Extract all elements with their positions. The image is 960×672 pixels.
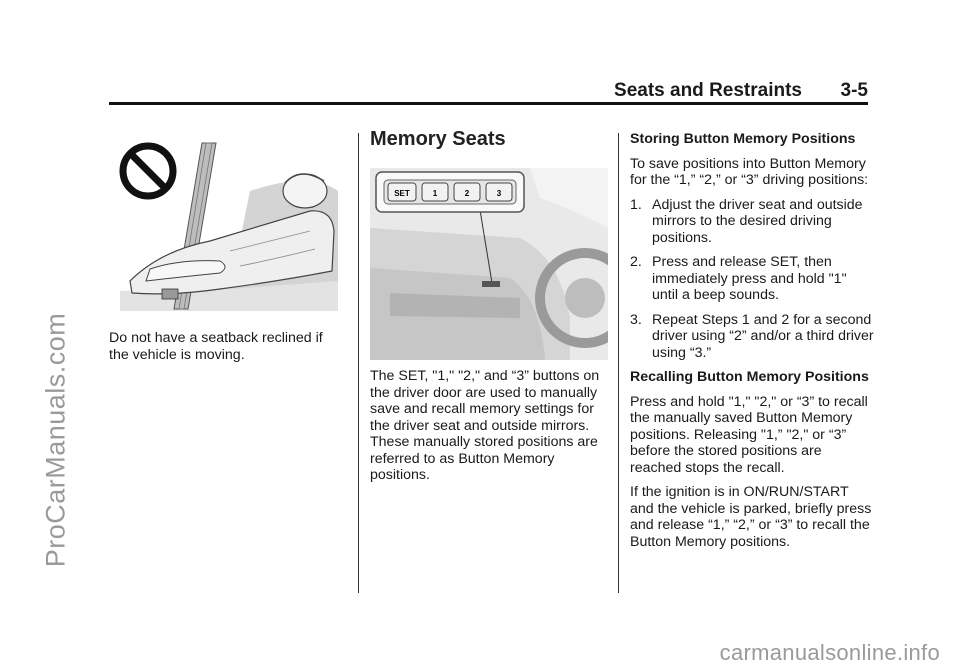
memory-button-2 (454, 183, 480, 201)
column-divider-right (618, 133, 619, 593)
svg-text:SET: SET (394, 189, 410, 198)
side-watermark: ProCarManuals.com (40, 312, 71, 568)
header-rule (109, 102, 868, 105)
step-text: Adjust the driver seat and outside mirrors to the desired driving positions. (652, 196, 863, 246)
footer-watermark: carmanualsonline.info (719, 640, 940, 665)
memory-button-1 (422, 183, 448, 201)
step-text: Press and release SET, then immediately press and hold "1" until a beep sounds. (652, 254, 847, 303)
memory-buttons-illustration (370, 168, 608, 360)
set-button (388, 183, 416, 201)
step-number: 1. (630, 196, 642, 213)
memory-button-3 (486, 183, 512, 201)
memory-seats-heading: Memory Seats (370, 128, 506, 150)
step-text: Repeat Steps 1 and 2 for a second driver using “2” and/or a third driver using “3.” (652, 311, 874, 361)
step-number: 2. (630, 254, 642, 270)
button-memory-instructions (630, 131, 875, 558)
step-1 (630, 197, 875, 247)
recalling-heading: Recalling Button Memory Positions (630, 369, 869, 385)
svg-text:3: 3 (496, 189, 502, 198)
step-2 (630, 254, 875, 304)
reclined-warning-caption: Do not have a seatback reclined if the vehicle is moving. (109, 330, 323, 363)
step-3 (630, 312, 875, 362)
reclined-seat-warning-illustration (110, 131, 338, 311)
recalling-paragraph-1: Press and hold "1," "2," or “3” to recall the manually saved Button Memory positions. Releasing "1,” "2," or “3” before the stored positions are reached stops the recall. (630, 393, 868, 476)
page-number: 3-5 (840, 80, 868, 101)
step-number: 3. (630, 311, 642, 328)
section-title: Seats and Restraints (614, 80, 802, 101)
storing-heading: Storing Button Memory Positions (630, 131, 856, 147)
svg-text:1: 1 (432, 189, 438, 198)
page-header (109, 80, 868, 104)
recalling-paragraph-2: If the ignition is in ON/RUN/START and the vehicle is parked, briefly press and release “1,” “2,” or “3” to recall the Button Memory positions. (630, 484, 872, 550)
svg-text:2: 2 (464, 189, 470, 198)
column-divider-left (358, 133, 359, 593)
storing-intro: To save positions into Button Memory for the “1,” “2,” or “3” driving positions: (630, 155, 869, 188)
memory-seats-description: The SET, "1," "2," and “3” buttons on the driver door are used to manually save and recall memory settings for the driver seat and outside mirrors. These manually stored positions are referred to as Button Memory positions. (370, 368, 600, 483)
